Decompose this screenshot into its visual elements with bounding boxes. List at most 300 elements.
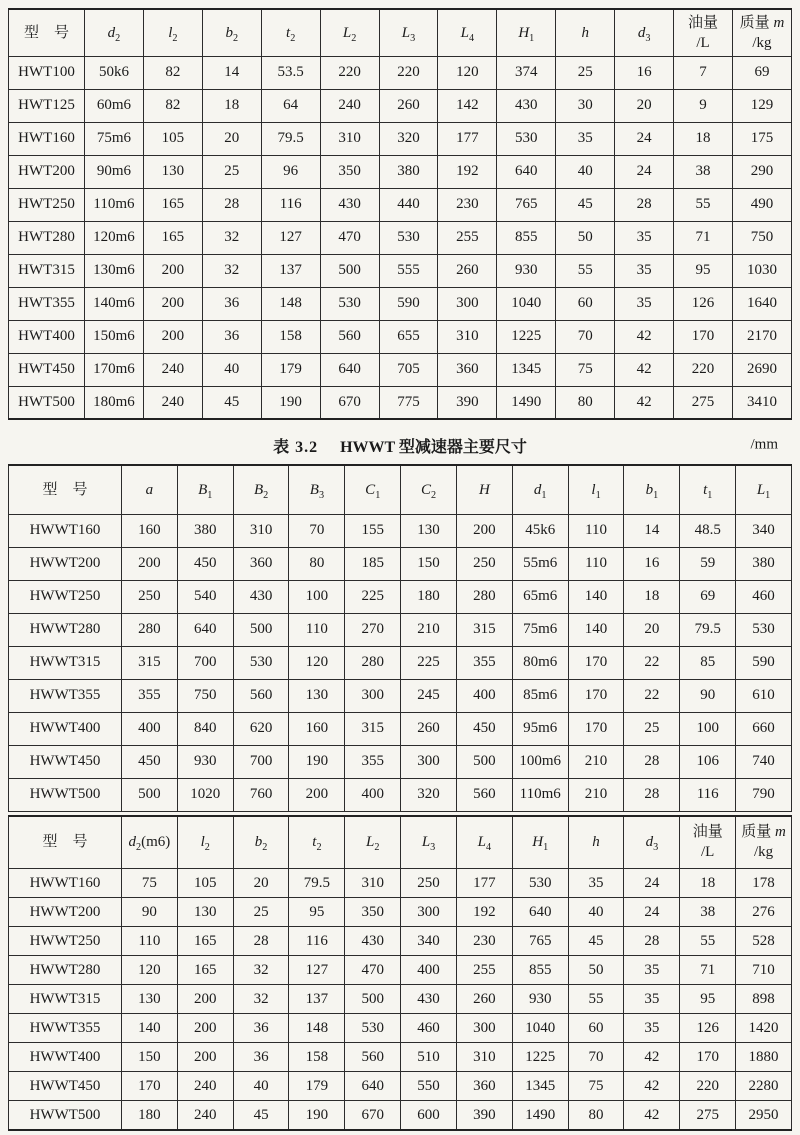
value-cell: 510 — [401, 1043, 457, 1072]
value-cell: 30 — [556, 89, 615, 122]
value-cell: 28 — [615, 188, 674, 221]
value-cell: 225 — [345, 580, 401, 613]
value-cell: 210 — [401, 613, 457, 646]
value-cell: 430 — [497, 89, 556, 122]
value-cell: 260 — [438, 254, 497, 287]
value-cell: 760 — [233, 778, 289, 811]
value-cell: 120 — [438, 56, 497, 89]
value-cell: 55 — [680, 927, 736, 956]
value-cell: 2950 — [736, 1101, 792, 1130]
value-cell: 310 — [456, 1043, 512, 1072]
value-cell: 380 — [379, 155, 438, 188]
table-row — [9, 646, 792, 679]
model-cell: HWWT500 — [9, 778, 122, 811]
column-header: h — [568, 816, 624, 869]
value-cell: 560 — [320, 320, 379, 353]
value-cell: 240 — [177, 1101, 233, 1130]
value-cell: 315 — [345, 712, 401, 745]
model-cell: HWT280 — [9, 221, 85, 254]
value-cell: 110 — [122, 927, 178, 956]
value-cell: 69 — [680, 580, 736, 613]
value-cell: 80 — [568, 1101, 624, 1130]
table-row — [9, 778, 792, 811]
column-header: $H_1$ — [512, 816, 568, 869]
value-cell: 64 — [261, 89, 320, 122]
value-cell: 177 — [438, 122, 497, 155]
value-cell: 28 — [624, 927, 680, 956]
value-cell: 130 — [143, 155, 202, 188]
table-row — [9, 956, 792, 985]
value-cell: 300 — [401, 898, 457, 927]
value-cell: 530 — [379, 221, 438, 254]
value-cell: 250 — [122, 580, 178, 613]
value-cell: 25 — [556, 56, 615, 89]
column-header: $l_1$ — [568, 465, 624, 514]
value-cell: 65m6 — [512, 580, 568, 613]
value-cell: 2170 — [732, 320, 791, 353]
column-header: $b_1$ — [624, 465, 680, 514]
value-cell: 310 — [233, 514, 289, 547]
column-header: $L_3$ — [379, 9, 438, 56]
column-header: 油量 /L — [674, 9, 733, 56]
value-cell: 150 — [401, 547, 457, 580]
value-cell: 898 — [736, 985, 792, 1014]
value-cell: 165 — [143, 221, 202, 254]
value-cell: 1880 — [736, 1043, 792, 1072]
unit-label: /mm — [750, 436, 778, 453]
value-cell: 158 — [289, 1043, 345, 1072]
value-cell: 225 — [401, 646, 457, 679]
value-cell: 340 — [736, 514, 792, 547]
column-header: $L_4$ — [456, 816, 512, 869]
value-cell: 500 — [233, 613, 289, 646]
value-cell: 490 — [732, 188, 791, 221]
caption-text — [273, 434, 527, 457]
value-cell: 1345 — [497, 353, 556, 386]
value-cell: 310 — [320, 122, 379, 155]
value-cell: 170 — [568, 646, 624, 679]
value-cell: 14 — [202, 56, 261, 89]
value-cell: 142 — [438, 89, 497, 122]
value-cell: 42 — [615, 386, 674, 419]
value-cell: 255 — [456, 956, 512, 985]
value-cell: 400 — [345, 778, 401, 811]
value-cell: 170 — [674, 320, 733, 353]
table-row — [9, 56, 792, 89]
value-cell: 280 — [345, 646, 401, 679]
value-cell: 530 — [497, 122, 556, 155]
column-header: 型 号 — [9, 816, 122, 869]
value-cell: 2280 — [736, 1072, 792, 1101]
value-cell: 24 — [624, 898, 680, 927]
value-cell: 75m6 — [85, 122, 144, 155]
table-row — [9, 320, 792, 353]
table-row — [9, 745, 792, 778]
value-cell: 190 — [289, 1101, 345, 1130]
value-cell: 200 — [122, 547, 178, 580]
value-cell: 775 — [379, 386, 438, 419]
value-cell: 1020 — [177, 778, 233, 811]
value-cell: 275 — [680, 1101, 736, 1130]
value-cell: 700 — [233, 745, 289, 778]
value-cell: 930 — [512, 985, 568, 1014]
table-row — [9, 89, 792, 122]
value-cell: 2690 — [732, 353, 791, 386]
value-cell: 470 — [320, 221, 379, 254]
value-cell: 590 — [379, 287, 438, 320]
value-cell: 220 — [680, 1072, 736, 1101]
value-cell: 260 — [401, 712, 457, 745]
value-cell: 55 — [674, 188, 733, 221]
value-cell: 177 — [456, 869, 512, 898]
column-header: $d_3$ — [615, 9, 674, 56]
value-cell: 530 — [512, 869, 568, 898]
value-cell: 80m6 — [512, 646, 568, 679]
column-header: $d_2(m6)$ — [122, 816, 178, 869]
value-cell: 555 — [379, 254, 438, 287]
model-cell: HWT100 — [9, 56, 85, 89]
model-cell: HWWT160 — [9, 869, 122, 898]
table-row — [9, 898, 792, 927]
value-cell: 55m6 — [512, 547, 568, 580]
value-cell: 240 — [143, 386, 202, 419]
value-cell: 450 — [122, 745, 178, 778]
value-cell: 53.5 — [261, 56, 320, 89]
value-cell: 190 — [289, 745, 345, 778]
value-cell: 130m6 — [85, 254, 144, 287]
column-header: $H_1$ — [497, 9, 556, 56]
value-cell: 42 — [624, 1043, 680, 1072]
value-cell: 120 — [289, 646, 345, 679]
value-cell: 95 — [289, 898, 345, 927]
table-row — [9, 188, 792, 221]
value-cell: 320 — [379, 122, 438, 155]
value-cell: 740 — [736, 745, 792, 778]
value-cell: 180 — [401, 580, 457, 613]
value-cell: 300 — [345, 679, 401, 712]
value-cell: 130 — [122, 985, 178, 1014]
value-cell: 45 — [556, 188, 615, 221]
value-cell: 390 — [456, 1101, 512, 1130]
value-cell: 79.5 — [680, 613, 736, 646]
value-cell: 75 — [556, 353, 615, 386]
value-cell: 430 — [401, 985, 457, 1014]
column-header: 油量 /L — [680, 816, 736, 869]
value-cell: 180 — [122, 1101, 178, 1130]
value-cell: 440 — [379, 188, 438, 221]
value-cell: 210 — [568, 778, 624, 811]
value-cell: 185 — [345, 547, 401, 580]
column-header: $L_2$ — [320, 9, 379, 56]
value-cell: 36 — [202, 320, 261, 353]
value-cell: 270 — [345, 613, 401, 646]
table-row — [9, 613, 792, 646]
model-cell: HWT355 — [9, 287, 85, 320]
value-cell: 38 — [674, 155, 733, 188]
value-cell: 765 — [512, 927, 568, 956]
value-cell: 355 — [122, 679, 178, 712]
value-cell: 95 — [674, 254, 733, 287]
table-caption — [8, 430, 792, 460]
value-cell: 18 — [624, 580, 680, 613]
value-cell: 45k6 — [512, 514, 568, 547]
value-cell: 25 — [233, 898, 289, 927]
value-cell: 240 — [320, 89, 379, 122]
table-row — [9, 221, 792, 254]
value-cell: 640 — [497, 155, 556, 188]
column-header: $B_1$ — [177, 465, 233, 514]
value-cell: 260 — [456, 985, 512, 1014]
table-row — [9, 547, 792, 580]
value-cell: 40 — [568, 898, 624, 927]
column-header: h — [556, 9, 615, 56]
model-cell: HWWT200 — [9, 898, 122, 927]
table-row — [9, 1101, 792, 1130]
value-cell: 192 — [456, 898, 512, 927]
model-cell: HWWT400 — [9, 1043, 122, 1072]
value-cell: 530 — [320, 287, 379, 320]
value-cell: 200 — [177, 1043, 233, 1072]
value-cell: 500 — [320, 254, 379, 287]
value-cell: 300 — [401, 745, 457, 778]
hwwt-shaft-table — [8, 815, 792, 1131]
value-cell: 71 — [680, 956, 736, 985]
value-cell: 640 — [177, 613, 233, 646]
value-cell: 75m6 — [512, 613, 568, 646]
value-cell: 374 — [497, 56, 556, 89]
value-cell: 20 — [615, 89, 674, 122]
value-cell: 116 — [680, 778, 736, 811]
column-header: 型 号 — [9, 9, 85, 56]
table-row — [9, 1014, 792, 1043]
column-header: $t_1$ — [680, 465, 736, 514]
value-cell: 1030 — [732, 254, 791, 287]
value-cell: 140 — [122, 1014, 178, 1043]
value-cell: 170m6 — [85, 353, 144, 386]
value-cell: 18 — [202, 89, 261, 122]
value-cell: 82 — [143, 56, 202, 89]
table-row — [9, 1043, 792, 1072]
value-cell: 14 — [624, 514, 680, 547]
value-cell: 355 — [345, 745, 401, 778]
header-row — [9, 9, 792, 56]
value-cell: 230 — [438, 188, 497, 221]
value-cell: 120 — [122, 956, 178, 985]
value-cell: 45 — [202, 386, 261, 419]
value-cell: 110m6 — [85, 188, 144, 221]
value-cell: 35 — [615, 287, 674, 320]
column-header: $B_2$ — [233, 465, 289, 514]
model-cell: HWT500 — [9, 386, 85, 419]
value-cell: 48.5 — [680, 514, 736, 547]
value-cell: 16 — [624, 547, 680, 580]
value-cell: 32 — [233, 985, 289, 1014]
value-cell: 855 — [512, 956, 568, 985]
caption-title: HWWT 型减速器主要尺寸 — [340, 438, 527, 456]
value-cell: 750 — [177, 679, 233, 712]
value-cell: 90m6 — [85, 155, 144, 188]
value-cell: 930 — [177, 745, 233, 778]
value-cell: 1490 — [497, 386, 556, 419]
value-cell: 280 — [456, 580, 512, 613]
value-cell: 82 — [143, 89, 202, 122]
value-cell: 530 — [345, 1014, 401, 1043]
value-cell: 3410 — [732, 386, 791, 419]
value-cell: 640 — [345, 1072, 401, 1101]
value-cell: 310 — [345, 869, 401, 898]
value-cell: 655 — [379, 320, 438, 353]
hwt-dimensions-table — [8, 8, 792, 420]
value-cell: 710 — [736, 956, 792, 985]
value-cell: 18 — [680, 869, 736, 898]
column-header: $b_2$ — [233, 816, 289, 869]
value-cell: 230 — [456, 927, 512, 956]
value-cell: 855 — [497, 221, 556, 254]
value-cell: 260 — [379, 89, 438, 122]
column-header: 型 号 — [9, 465, 122, 514]
value-cell: 160 — [289, 712, 345, 745]
column-header: $b_2$ — [202, 9, 261, 56]
value-cell: 35 — [615, 221, 674, 254]
model-cell: HWWT160 — [9, 514, 122, 547]
model-cell: HWT160 — [9, 122, 85, 155]
value-cell: 18 — [674, 122, 733, 155]
value-cell: 355 — [456, 646, 512, 679]
value-cell: 36 — [233, 1043, 289, 1072]
value-cell: 24 — [615, 155, 674, 188]
value-cell: 460 — [736, 580, 792, 613]
value-cell: 35 — [615, 254, 674, 287]
value-cell: 450 — [456, 712, 512, 745]
value-cell: 137 — [261, 254, 320, 287]
value-cell: 175 — [732, 122, 791, 155]
value-cell: 45 — [568, 927, 624, 956]
column-header: $l_2$ — [177, 816, 233, 869]
value-cell: 210 — [568, 745, 624, 778]
value-cell: 560 — [345, 1043, 401, 1072]
value-cell: 35 — [624, 956, 680, 985]
value-cell: 79.5 — [261, 122, 320, 155]
value-cell: 1040 — [497, 287, 556, 320]
column-header: $L_4$ — [438, 9, 497, 56]
value-cell: 28 — [202, 188, 261, 221]
value-cell: 79.5 — [289, 869, 345, 898]
value-cell: 320 — [401, 778, 457, 811]
value-cell: 20 — [233, 869, 289, 898]
value-cell: 150 — [122, 1043, 178, 1072]
value-cell: 70 — [556, 320, 615, 353]
value-cell: 130 — [289, 679, 345, 712]
value-cell: 90 — [122, 898, 178, 927]
value-cell: 137 — [289, 985, 345, 1014]
value-cell: 170 — [680, 1043, 736, 1072]
value-cell: 340 — [401, 927, 457, 956]
value-cell: 22 — [624, 679, 680, 712]
value-cell: 90 — [680, 679, 736, 712]
table-row — [9, 287, 792, 320]
value-cell: 350 — [345, 898, 401, 927]
value-cell: 750 — [732, 221, 791, 254]
value-cell: 400 — [456, 679, 512, 712]
model-cell: HWT450 — [9, 353, 85, 386]
column-header: $C_1$ — [345, 465, 401, 514]
column-header: 质量 m /kg — [732, 9, 791, 56]
value-cell: 155 — [345, 514, 401, 547]
value-cell: 140 — [568, 613, 624, 646]
value-cell: 470 — [345, 956, 401, 985]
model-cell: HWWT450 — [9, 1072, 122, 1101]
value-cell: 1420 — [736, 1014, 792, 1043]
value-cell: 55 — [556, 254, 615, 287]
column-header: $L_3$ — [401, 816, 457, 869]
value-cell: 290 — [732, 155, 791, 188]
value-cell: 80 — [289, 547, 345, 580]
value-cell: 95m6 — [512, 712, 568, 745]
value-cell: 32 — [202, 254, 261, 287]
value-cell: 300 — [456, 1014, 512, 1043]
value-cell: 380 — [177, 514, 233, 547]
value-cell: 116 — [289, 927, 345, 956]
table-row — [9, 353, 792, 386]
value-cell: 45 — [233, 1101, 289, 1130]
model-cell: HWT125 — [9, 89, 85, 122]
model-cell: HWT400 — [9, 320, 85, 353]
value-cell: 179 — [261, 353, 320, 386]
value-cell: 500 — [345, 985, 401, 1014]
value-cell: 126 — [680, 1014, 736, 1043]
value-cell: 300 — [438, 287, 497, 320]
value-cell: 765 — [497, 188, 556, 221]
value-cell: 170 — [568, 712, 624, 745]
value-cell: 20 — [202, 122, 261, 155]
value-cell: 1345 — [512, 1072, 568, 1101]
value-cell: 106 — [680, 745, 736, 778]
value-cell: 127 — [289, 956, 345, 985]
table-row — [9, 1072, 792, 1101]
value-cell: 150m6 — [85, 320, 144, 353]
value-cell: 71 — [674, 221, 733, 254]
value-cell: 600 — [401, 1101, 457, 1130]
value-cell: 7 — [674, 56, 733, 89]
column-header: $L_2$ — [345, 816, 401, 869]
value-cell: 1225 — [512, 1043, 568, 1072]
model-cell: HWWT250 — [9, 580, 122, 613]
column-header: $d_3$ — [624, 816, 680, 869]
value-cell: 25 — [202, 155, 261, 188]
value-cell: 560 — [456, 778, 512, 811]
table-row — [9, 122, 792, 155]
value-cell: 192 — [438, 155, 497, 188]
value-cell: 460 — [401, 1014, 457, 1043]
value-cell: 790 — [736, 778, 792, 811]
value-cell: 100m6 — [512, 745, 568, 778]
value-cell: 38 — [680, 898, 736, 927]
value-cell: 550 — [401, 1072, 457, 1101]
value-cell: 705 — [379, 353, 438, 386]
value-cell: 620 — [233, 712, 289, 745]
value-cell: 180m6 — [85, 386, 144, 419]
value-cell: 540 — [177, 580, 233, 613]
value-cell: 179 — [289, 1072, 345, 1101]
model-cell: HWWT250 — [9, 927, 122, 956]
table-row — [9, 580, 792, 613]
value-cell: 380 — [736, 547, 792, 580]
value-cell: 165 — [143, 188, 202, 221]
value-cell: 840 — [177, 712, 233, 745]
value-cell: 42 — [624, 1101, 680, 1130]
value-cell: 315 — [122, 646, 178, 679]
value-cell: 200 — [456, 514, 512, 547]
